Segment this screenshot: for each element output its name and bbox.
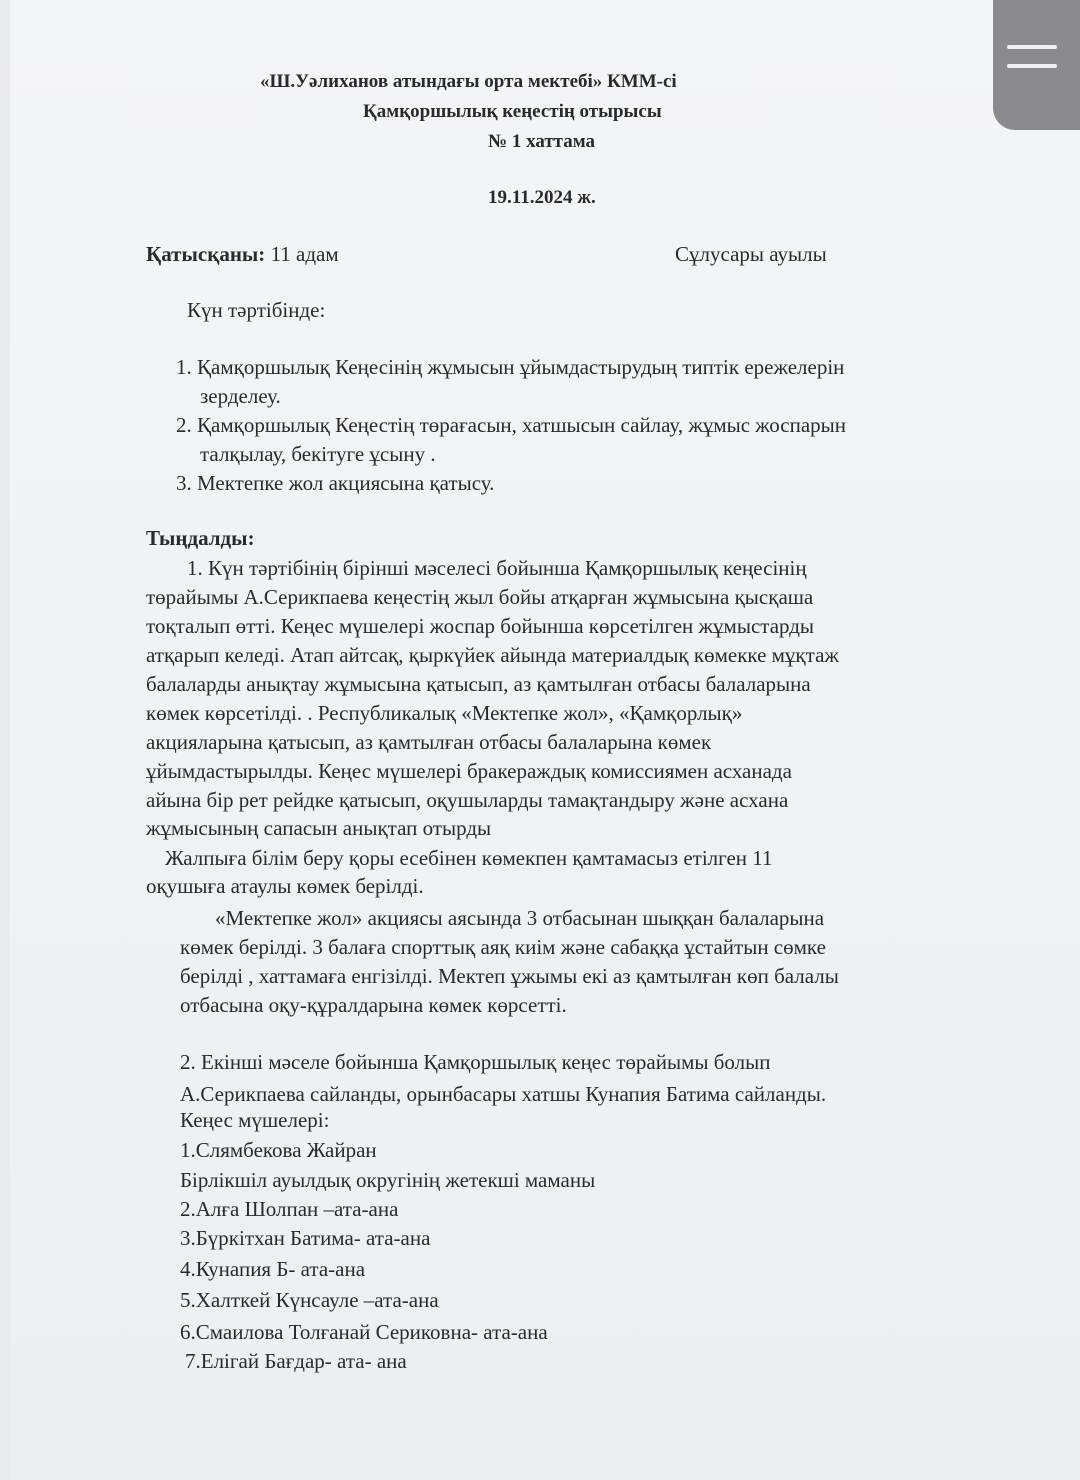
text-line: Кеңес мүшелері: [180, 1108, 330, 1132]
heard-title: Тыңдалды: [146, 526, 255, 550]
list-item: 7.Елігай Бағдар- ата- ана [185, 1349, 407, 1373]
text-line: төрайымы А.Серикпаева кеңестің жыл бойы атқарған жұмысына қысқаша [146, 585, 814, 609]
text-line: акцияларына қатысып, аз қамтылған отбасы балаларына көмек [146, 730, 712, 754]
list-item: 3.Бүркітхан Батима- ата-ана [180, 1226, 431, 1250]
text-line: отбасына оқу-құралдарына көмек көрсетті. [180, 993, 567, 1017]
agenda-title: Күн тәртібінде: [187, 298, 326, 322]
list-item: 2.Алға Шолпан –ата-ана [180, 1197, 399, 1221]
text-line: оқушыға атаулы көмек берілді. [146, 874, 424, 898]
attended-label: Қатысқаны: [146, 242, 266, 266]
agenda-item-number: 1. [176, 355, 192, 379]
list-item: 6.Смаилова Толғанай Сериковна- ата-ана [180, 1320, 548, 1344]
text-line: тоқталып өтті. Кеңес мүшелері жоспар бойынша көрсетілген жұмыстарды [146, 614, 815, 638]
text-line: 2. Екінші мәселе бойынша Қамқоршылық кеңес төрайымы болып [180, 1050, 771, 1074]
agenda-item [176, 471, 494, 496]
list-item: 1.Слямбекова Жайран [180, 1138, 377, 1162]
agenda-item-text: Мектепке жол акциясына қатысу. [197, 471, 495, 495]
text-line: көмек берілді. 3 балаға спорттық аяқ киім және сабаққа ұстайтын сөмке [180, 935, 826, 959]
agenda-item [176, 355, 844, 380]
text-line: жұмысының сапасын анықтап отырды [146, 816, 492, 840]
agenda-item-text: Қамқоршылық Кеңесінің жұмысын ұйымдастырудың типтік ережелерін [197, 355, 845, 379]
school-name: «Ш.Уәлиханов атындағы орта мектебі» КММ-сі [260, 71, 677, 92]
text-line: «Мектепке жол» акциясы аясында 3 отбасынан шыққан балаларына [215, 906, 825, 930]
text-line: көмек көрсетілді. . Республикалық «Мектепке жол», «Қамқорлық» [146, 701, 743, 725]
list-item: 5.Халткей Күнсауле –ата-ана [180, 1288, 439, 1312]
text-line: ұйымдастырылды. Кеңес мүшелері бракераждық комиссиямен асханада [146, 759, 792, 783]
document-page [10, 0, 1080, 1480]
agenda-item-number: 2. [176, 413, 192, 437]
document-date: 19.11.2024 ж. [488, 187, 596, 208]
protocol-number: № 1 хаттама [488, 131, 596, 152]
text-line: берілді , хаттамаға енгізілді. Мектеп ұжымы екі аз қамтылған көп балалы [180, 964, 839, 988]
meeting-title: Қамқоршылық кеңестің отырысы [363, 101, 662, 122]
text-line: 1. Күн тәртібінің бірінші мәселесі бойынша Қамқоршылық кеңесінің [187, 556, 807, 580]
text-line: балаларды анықтау жұмысына қатысып, аз қамтылған отбасы балаларына [146, 672, 811, 696]
village-name: Сұлусары ауылы [675, 242, 827, 266]
text-line: атқарып келеді. Атап айтсақ, қыркүйек айында материалдық көмекке мұқтаж [146, 643, 839, 667]
text-line: Жалпыға білім беру қоры есебінен көмекпен қамтамасыз етілген 11 [165, 846, 773, 870]
agenda-item-number: 3. [176, 471, 192, 495]
agenda-item [176, 413, 846, 438]
menu-button[interactable] [993, 0, 1080, 130]
agenda-item-continuation: талқылау, бекітуге ұсыну . [200, 442, 436, 466]
attendance-line [146, 242, 339, 267]
list-item: 4.Кунапия Б- ата-ана [180, 1257, 366, 1281]
agenda-item-text: Қамқоршылық Кеңестің төрағасын, хатшысын сайлау, жұмыс жоспарын [197, 413, 847, 437]
attended-value: 11 адам [265, 242, 339, 266]
list-item: Бірлікшіл ауылдық округінің жетекші маманы [180, 1168, 596, 1192]
agenda-item-continuation: зерделеу. [200, 384, 281, 408]
text-line: А.Серикпаева сайланды, орынбасары хатшы Кунапия Батима сайланды. [180, 1082, 827, 1106]
text-line: айына бір рет рейдке қатысып, оқушыларды тамақтандыру және асхана [146, 788, 789, 812]
